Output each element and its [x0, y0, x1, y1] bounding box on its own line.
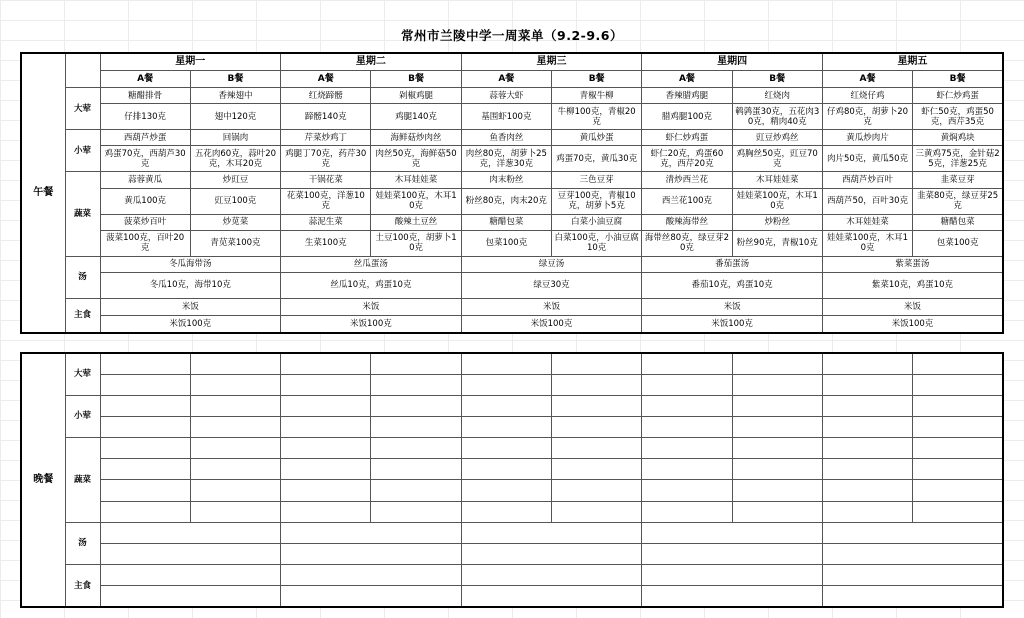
dish-ingredients: 绿豆30克 — [461, 272, 642, 298]
empty-cell — [732, 416, 822, 437]
category-soup: 汤 — [65, 256, 100, 298]
empty-cell — [281, 565, 462, 586]
empty-cell — [461, 374, 551, 395]
empty-cell — [913, 438, 1003, 459]
dish-ingredients: 牛柳100克，青椒20克 — [551, 104, 641, 130]
dish-ingredients: 黄瓜100克 — [100, 188, 190, 214]
empty-cell — [732, 374, 822, 395]
empty-cell — [732, 459, 822, 480]
dish-ingredients: 包菜100克 — [461, 230, 551, 256]
category-shucai: 蔬菜 — [65, 172, 100, 256]
category-xiaohun: 小荤 — [65, 395, 100, 437]
empty-cell — [100, 522, 281, 543]
meal-b-header: B餐 — [732, 70, 822, 87]
empty-cell — [822, 438, 912, 459]
empty-cell — [822, 543, 1003, 564]
empty-cell — [913, 374, 1003, 395]
empty-cell — [822, 586, 1003, 607]
meal-a-header: A餐 — [822, 70, 912, 87]
empty-cell — [551, 459, 641, 480]
empty-cell — [371, 459, 461, 480]
dish-name: 芹菜炒鸡丁 — [281, 130, 371, 146]
empty-cell — [551, 395, 641, 416]
empty-cell — [913, 353, 1003, 374]
dish-name: 白菜小油豆腐 — [551, 214, 641, 230]
empty-cell — [461, 395, 551, 416]
dish-name: 肉末粉丝 — [461, 172, 551, 188]
empty-cell — [281, 543, 462, 564]
empty-cell — [461, 459, 551, 480]
meal-a-header: A餐 — [100, 70, 190, 87]
meal-b-header: B餐 — [913, 70, 1003, 87]
empty-cell — [461, 416, 551, 437]
empty-cell — [100, 565, 281, 586]
empty-cell — [100, 459, 190, 480]
dish-name: 番茄蛋汤 — [642, 256, 823, 272]
dish-ingredients: 粉丝80克，肉末20克 — [461, 188, 551, 214]
dish-name: 鱼香肉丝 — [461, 130, 551, 146]
dish-ingredients: 基围虾100克 — [461, 104, 551, 130]
empty-cell — [371, 480, 461, 501]
dish-ingredients: 虾仁20克，鸡蛋60克，西芹20克 — [642, 146, 732, 172]
empty-cell — [461, 543, 642, 564]
empty-cell — [190, 374, 280, 395]
empty-cell — [461, 480, 551, 501]
empty-cell — [100, 374, 190, 395]
category-dahun: 大荤 — [65, 88, 100, 130]
dish-name: 香辣腊鸡腿 — [642, 88, 732, 104]
category-shucai: 蔬菜 — [65, 438, 100, 523]
empty-cell — [281, 353, 371, 374]
empty-cell — [190, 459, 280, 480]
dish-name: 酸辣海带丝 — [642, 214, 732, 230]
dish-ingredients: 肉丝80克，胡萝卜25克，洋葱30克 — [461, 146, 551, 172]
dish-name: 菠菜炒百叶 — [100, 214, 190, 230]
dish-ingredients: 腊鸡腿100克 — [642, 104, 732, 130]
category-xiaohun: 小荤 — [65, 130, 100, 172]
dish-name: 炒豇豆 — [190, 172, 280, 188]
empty-cell — [281, 459, 371, 480]
empty-cell — [822, 353, 912, 374]
dish-ingredients: 五花肉60克，蒜叶20克，木耳20克 — [190, 146, 280, 172]
dish-ingredients: 菠菜100克，百叶20克 — [100, 230, 190, 256]
empty-cell — [281, 522, 462, 543]
dish-name: 冬瓜海带汤 — [100, 256, 281, 272]
dish-ingredients: 鸡腿140克 — [371, 104, 461, 130]
dish-ingredients: 娃娃菜100克，木耳10克 — [371, 188, 461, 214]
dish-ingredients: 鸡蛋70克，黄瓜30克 — [551, 146, 641, 172]
dish-ingredients: 米饭100克 — [822, 316, 1003, 333]
empty-cell — [100, 438, 190, 459]
empty-cell — [100, 353, 190, 374]
dish-ingredients: 米饭100克 — [461, 316, 642, 333]
dish-ingredients: 蹄髈140克 — [281, 104, 371, 130]
empty-cell — [642, 416, 732, 437]
empty-cell — [732, 395, 822, 416]
meal-a-header: A餐 — [461, 70, 551, 87]
dish-name: 米饭 — [461, 298, 642, 315]
empty-cell — [281, 480, 371, 501]
empty-cell — [281, 501, 371, 522]
empty-cell — [822, 501, 912, 522]
dish-name: 青椒牛柳 — [551, 88, 641, 104]
dish-ingredients: 白菜100克，小油豆腐10克 — [551, 230, 641, 256]
dish-name: 米饭 — [642, 298, 823, 315]
dish-name: 三色豆芽 — [551, 172, 641, 188]
empty-cell — [281, 395, 371, 416]
empty-cell — [732, 438, 822, 459]
dish-ingredients: 鸡腿丁70克，药芹30克 — [281, 146, 371, 172]
dish-name: 虾仁炒鸡蛋 — [642, 130, 732, 146]
dish-ingredients: 虾仁50克，鸡蛋50克，西芹35克 — [913, 104, 1003, 130]
page-title: 常州市兰陵中学一周菜单（9.2-9.6） — [401, 28, 623, 43]
dish-ingredients: 冬瓜10克，海带10克 — [100, 272, 281, 298]
dish-name: 米饭 — [281, 298, 462, 315]
dish-name: 米饭 — [100, 298, 281, 315]
empty-cell — [461, 522, 642, 543]
empty-cell — [461, 501, 551, 522]
dish-ingredients: 花菜100克，洋葱10克 — [281, 188, 371, 214]
empty-cell — [913, 501, 1003, 522]
category-staple: 主食 — [65, 298, 100, 333]
dish-ingredients: 米饭100克 — [281, 316, 462, 333]
empty-cell — [822, 480, 912, 501]
empty-cell — [913, 416, 1003, 437]
corner-cell — [65, 53, 100, 88]
dish-ingredients: 生菜100克 — [281, 230, 371, 256]
dish-name: 韭菜豆芽 — [913, 172, 1003, 188]
dish-ingredients: 韭菜80克，绿豆芽25克 — [913, 188, 1003, 214]
day-header: 星期三 — [461, 53, 642, 70]
dish-ingredients: 海带丝80克，绿豆芽20克 — [642, 230, 732, 256]
empty-cell — [822, 416, 912, 437]
empty-cell — [100, 543, 281, 564]
dish-name: 米饭 — [822, 298, 1003, 315]
empty-cell — [371, 438, 461, 459]
empty-cell — [732, 353, 822, 374]
empty-cell — [100, 501, 190, 522]
empty-cell — [461, 353, 551, 374]
empty-cell — [822, 522, 1003, 543]
dish-ingredients: 粉丝90克，青椒10克 — [732, 230, 822, 256]
dish-ingredients: 青苋菜100克 — [190, 230, 280, 256]
meal-b-header: B餐 — [371, 70, 461, 87]
dish-name: 木耳娃娃菜 — [732, 172, 822, 188]
dish-ingredients: 豇豆100克 — [190, 188, 280, 214]
dish-name: 剁椒鸡腿 — [371, 88, 461, 104]
dish-name: 清炒西兰花 — [642, 172, 732, 188]
dish-name: 虾仁炒鸡蛋 — [913, 88, 1003, 104]
empty-cell — [461, 438, 551, 459]
meal-label-dinner: 晚餐 — [21, 353, 65, 607]
empty-cell — [732, 480, 822, 501]
empty-cell — [371, 501, 461, 522]
empty-cell — [551, 416, 641, 437]
empty-cell — [642, 459, 732, 480]
empty-cell — [642, 501, 732, 522]
dish-ingredients: 番茄10克，鸡蛋10克 — [642, 272, 823, 298]
dish-name: 木耳娃娃菜 — [822, 214, 912, 230]
dinner-menu-table — [20, 352, 1004, 608]
dish-ingredients: 鹌鹑蛋30克，五花肉30克，精肉40克 — [732, 104, 822, 130]
dish-ingredients: 娃娃菜100克，木耳10克 — [822, 230, 912, 256]
dish-name: 蒜蓉大虾 — [461, 88, 551, 104]
empty-cell — [642, 565, 823, 586]
meal-a-header: A餐 — [642, 70, 732, 87]
empty-cell — [281, 438, 371, 459]
empty-cell — [190, 501, 280, 522]
dish-name: 糖醋排骨 — [100, 88, 190, 104]
empty-cell — [551, 374, 641, 395]
empty-cell — [642, 374, 732, 395]
dish-name: 蒜蓉黄瓜 — [100, 172, 190, 188]
meal-label-lunch: 午餐 — [21, 53, 65, 333]
empty-cell — [190, 480, 280, 501]
empty-cell — [551, 480, 641, 501]
empty-cell — [551, 438, 641, 459]
empty-cell — [642, 543, 823, 564]
empty-cell — [551, 501, 641, 522]
dish-name: 豇豆炒鸡丝 — [732, 130, 822, 146]
empty-cell — [551, 353, 641, 374]
dish-ingredients: 紫菜10克，鸡蛋10克 — [822, 272, 1003, 298]
empty-cell — [190, 353, 280, 374]
dish-ingredients: 西兰花100克 — [642, 188, 732, 214]
empty-cell — [100, 586, 281, 607]
dish-ingredients: 三黄鸡75克，金针菇25克，洋葱25克 — [913, 146, 1003, 172]
dish-name: 绿豆汤 — [461, 256, 642, 272]
empty-cell — [913, 395, 1003, 416]
dish-name: 炒苋菜 — [190, 214, 280, 230]
category-dahun: 大荤 — [65, 353, 100, 395]
day-header: 星期二 — [281, 53, 462, 70]
dish-name: 海鲜菇炒肉丝 — [371, 130, 461, 146]
empty-cell — [642, 480, 732, 501]
category-staple: 主食 — [65, 565, 100, 607]
dish-ingredients: 丝瓜10克，鸡蛋10克 — [281, 272, 462, 298]
dish-name: 黄瓜炒蛋 — [551, 130, 641, 146]
dish-ingredients: 豆芽100克，青椒10克，胡萝卜5克 — [551, 188, 641, 214]
empty-cell — [642, 522, 823, 543]
lunch-menu-table — [20, 52, 1004, 334]
empty-cell — [371, 416, 461, 437]
empty-cell — [371, 353, 461, 374]
dish-name: 红烧肉 — [732, 88, 822, 104]
dish-name: 糖醋包菜 — [461, 214, 551, 230]
dish-ingredients: 土豆100克，胡萝卜10克 — [371, 230, 461, 256]
empty-cell — [642, 395, 732, 416]
empty-cell — [281, 374, 371, 395]
dish-name: 回锅肉 — [190, 130, 280, 146]
dish-name: 酸辣土豆丝 — [371, 214, 461, 230]
empty-cell — [190, 416, 280, 437]
dish-name: 干锅花菜 — [281, 172, 371, 188]
dish-ingredients: 肉片50克，黄瓜50克 — [822, 146, 912, 172]
dish-ingredients: 米饭100克 — [100, 316, 281, 333]
empty-cell — [822, 374, 912, 395]
empty-cell — [100, 480, 190, 501]
dish-ingredients: 西葫芦50，百叶30克 — [822, 188, 912, 214]
empty-cell — [371, 374, 461, 395]
dish-ingredients: 娃娃菜100克，木耳10克 — [732, 188, 822, 214]
dish-name: 红烧仔鸡 — [822, 88, 912, 104]
dish-ingredients: 翅中120克 — [190, 104, 280, 130]
dish-name: 丝瓜蛋汤 — [281, 256, 462, 272]
empty-cell — [190, 438, 280, 459]
empty-cell — [822, 565, 1003, 586]
category-soup: 汤 — [65, 522, 100, 564]
dish-name: 糖醋包菜 — [913, 214, 1003, 230]
dish-name: 西葫芦炒蛋 — [100, 130, 190, 146]
empty-cell — [281, 416, 371, 437]
empty-cell — [822, 395, 912, 416]
empty-cell — [100, 416, 190, 437]
empty-cell — [913, 459, 1003, 480]
meal-a-header: A餐 — [281, 70, 371, 87]
empty-cell — [822, 459, 912, 480]
dish-name: 炒粉丝 — [732, 214, 822, 230]
dish-name: 紫菜蛋汤 — [822, 256, 1003, 272]
empty-cell — [461, 586, 642, 607]
dish-name: 黄焖鸡块 — [913, 130, 1003, 146]
empty-cell — [100, 395, 190, 416]
empty-cell — [461, 565, 642, 586]
dish-ingredients: 包菜100克 — [913, 230, 1003, 256]
dish-name: 黄瓜炒肉片 — [822, 130, 912, 146]
dish-ingredients: 仔排130克 — [100, 104, 190, 130]
dish-name: 香辣翅中 — [190, 88, 280, 104]
day-header: 星期四 — [642, 53, 823, 70]
day-header: 星期一 — [100, 53, 281, 70]
dish-ingredients: 肉丝50克，海鲜菇50克 — [371, 146, 461, 172]
empty-cell — [281, 586, 462, 607]
meal-b-header: B餐 — [551, 70, 641, 87]
empty-cell — [642, 586, 823, 607]
empty-cell — [732, 501, 822, 522]
empty-cell — [642, 353, 732, 374]
meal-b-header: B餐 — [190, 70, 280, 87]
day-header: 星期五 — [822, 53, 1003, 70]
dish-ingredients: 米饭100克 — [642, 316, 823, 333]
dish-name: 西葫芦炒百叶 — [822, 172, 912, 188]
empty-cell — [913, 480, 1003, 501]
empty-cell — [371, 395, 461, 416]
empty-cell — [190, 395, 280, 416]
dish-name: 蒜泥生菜 — [281, 214, 371, 230]
dish-ingredients: 鸡蛋70克，西葫芦30克 — [100, 146, 190, 172]
dish-name: 红烧蹄髈 — [281, 88, 371, 104]
dish-ingredients: 仔鸡80克，胡萝卜20克 — [822, 104, 912, 130]
dish-name: 木耳娃娃菜 — [371, 172, 461, 188]
dish-ingredients: 鸡胸丝50克，豇豆70克 — [732, 146, 822, 172]
empty-cell — [642, 438, 732, 459]
